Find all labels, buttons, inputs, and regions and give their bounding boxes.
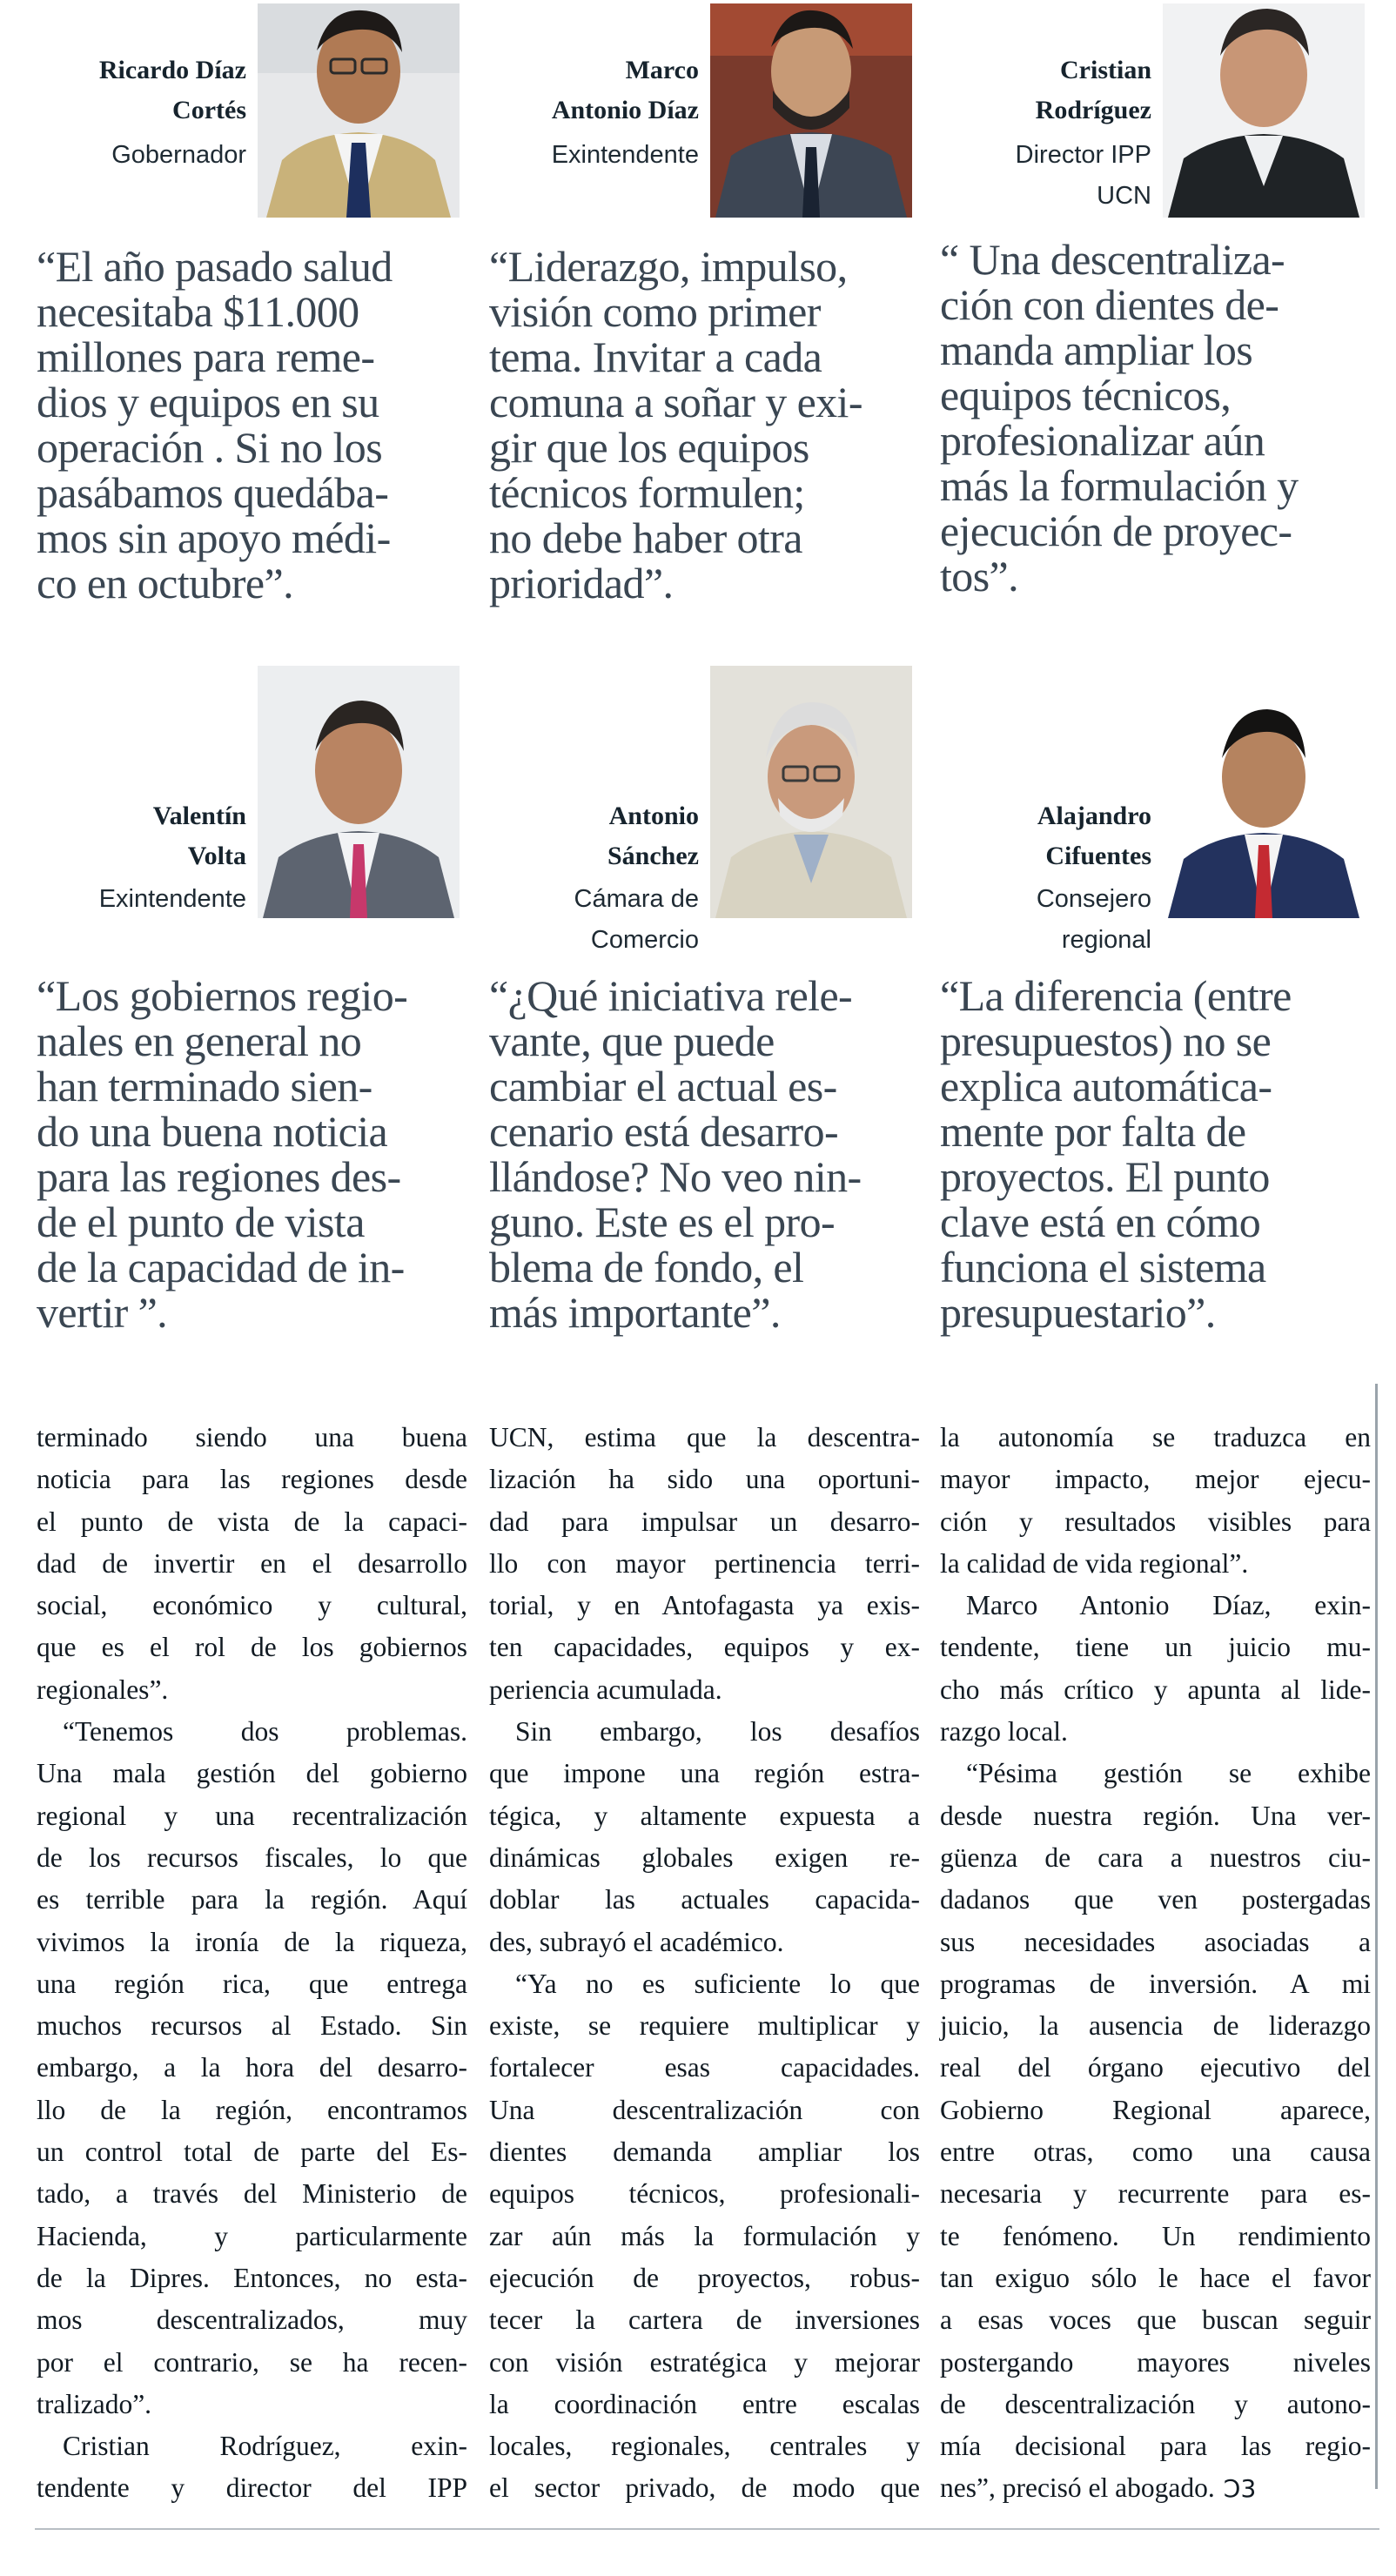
name-line: Ricardo Díaz xyxy=(98,56,246,84)
quote-line: tos”. xyxy=(940,552,1019,600)
profile-role xyxy=(934,135,1151,217)
quote-line: operación . Si no los xyxy=(37,423,383,472)
role-line: regional xyxy=(1061,926,1151,954)
quote-line: “Liderazgo, impulso, xyxy=(489,242,848,291)
name-line: Alajandro xyxy=(1037,802,1151,830)
text-line: embargo, a la hora del desarro- xyxy=(37,2052,467,2083)
text-line: te fenómeno. Un rendimiento xyxy=(940,2220,1371,2251)
name-line: Cortés xyxy=(172,96,246,124)
text-line: la calidad de vida regional”. xyxy=(940,1547,1249,1579)
text-line: muchos recursos al Estado. Sin xyxy=(37,2010,467,2042)
text-line: terminado siendo una buena xyxy=(37,1422,467,1452)
article-column xyxy=(940,1417,1371,2511)
role-line: Gobernador xyxy=(111,141,246,169)
role-line: Exintendente xyxy=(98,885,246,913)
text-line: tado, a través del Ministerio de xyxy=(37,2178,467,2210)
quote-line: manda ampliar los xyxy=(940,325,1253,374)
quote-line: “ Una descentraliza- xyxy=(940,235,1285,284)
portrait-photo xyxy=(258,3,460,218)
text-line: el sector privado, de modo que xyxy=(489,2472,920,2504)
quote-line: clave está en cómo xyxy=(940,1197,1261,1246)
text-line: tecer la cartera de inversiones xyxy=(489,2304,920,2336)
quote-line: equipos técnicos, xyxy=(940,371,1232,419)
quote-line: “La diferencia (entre xyxy=(940,971,1292,1020)
article-column xyxy=(489,1417,920,2510)
role-line: Comercio xyxy=(590,926,699,954)
text-line: dad para impulsar un desarro- xyxy=(489,1506,920,1537)
name-line: Valentín xyxy=(152,802,246,830)
text-line: tan exiguo sólo le hace el favor xyxy=(940,2262,1371,2293)
profile-cristian-rodriguez xyxy=(930,0,1365,218)
quote-line: cenario está desarro- xyxy=(489,1107,839,1156)
quote-line: explica automática- xyxy=(940,1062,1272,1110)
text-line: dientes demanda ampliar los xyxy=(489,2137,920,2168)
pull-quote xyxy=(37,244,472,606)
quote-line: nales en general no xyxy=(37,1016,362,1065)
quote-line: mos sin apoyo médi- xyxy=(37,513,391,562)
quote-line: cambiar el actual es- xyxy=(489,1062,837,1110)
text-line: doblar las actuales capacida- xyxy=(489,1884,920,1915)
quote-line: han terminado sien- xyxy=(37,1062,372,1110)
text-line: Hacienda, y particularmente xyxy=(37,2220,467,2251)
text-line: el punto de vista de la capaci- xyxy=(37,1506,467,1537)
profile-antonio-sanchez xyxy=(477,701,912,954)
text-line: tendente y director del IPP xyxy=(37,2472,467,2504)
text-line: tralizado”. xyxy=(37,2388,152,2419)
text-line: juicio, la ausencia de liderazgo xyxy=(940,2010,1371,2042)
text-line: Marco Antonio Díaz, exin- xyxy=(966,1590,1371,1621)
text-line: Una descentralización con xyxy=(489,2094,920,2125)
quote-line: do una buena noticia xyxy=(37,1107,388,1156)
quote-line: tema. Invitar a cada xyxy=(489,332,822,381)
profile-alajandro-cifuentes xyxy=(930,701,1365,954)
bottom-rule xyxy=(35,2528,1379,2530)
column-divider xyxy=(1375,1384,1378,2489)
text-line: locales, regionales, centrales y xyxy=(489,2431,920,2462)
quote-line: proyectos. El punto xyxy=(940,1152,1270,1201)
text-line: fortalecer esas capacidades. xyxy=(489,2052,920,2083)
text-line: razgo local. xyxy=(940,1716,1068,1748)
profile-name xyxy=(481,50,699,131)
text-line: social, económico y cultural, xyxy=(37,1590,467,1621)
portrait-photo xyxy=(710,3,912,218)
quote-line: llándose? No veo nin- xyxy=(489,1152,862,1201)
text-line: des, subrayó el académico. xyxy=(489,1926,784,1957)
text-line: de descentralización y autono- xyxy=(940,2388,1371,2419)
role-line: Cámara de xyxy=(574,885,699,913)
quote-line: guno. Este es el pro- xyxy=(489,1197,836,1246)
text-line: noticia para las regiones desde xyxy=(37,1464,467,1495)
quote-line: profesionalizar aún xyxy=(940,416,1265,465)
text-line: entre otras, como una causa xyxy=(940,2137,1371,2168)
text-line: Cristian Rodríguez, exin- xyxy=(63,2431,467,2462)
text-line: que es el rol de los gobiernos xyxy=(37,1632,467,1663)
text-line: una región rica, que entrega xyxy=(37,1968,467,1999)
pull-quote xyxy=(37,973,472,1335)
text-line: “Tenemos dos problemas. xyxy=(63,1716,467,1748)
quote-line: gir que los equipos xyxy=(489,423,809,472)
text-line: es terrible para la región. Aquí xyxy=(37,1884,467,1915)
text-line: UCN, estima que la descentra- xyxy=(489,1422,920,1452)
quote-line: pasábamos quedába- xyxy=(37,468,389,517)
role-line: Consejero xyxy=(1036,885,1151,913)
portrait-photo xyxy=(258,666,460,918)
profile-name xyxy=(29,50,246,131)
text-line: equipos técnicos, profesionali- xyxy=(489,2178,920,2210)
quote-line: dios y equipos en su xyxy=(37,378,379,426)
text-line: tendente, tiene un juicio mu- xyxy=(940,1632,1371,1663)
pull-quote xyxy=(940,237,1375,599)
text-line: periencia acumulada. xyxy=(489,1674,722,1705)
text-line: que impone una región estra- xyxy=(489,1758,920,1789)
text-line: la autonomía se traduzca en xyxy=(940,1422,1371,1452)
portrait-photo xyxy=(1163,3,1365,218)
quote-line: blema de fondo, el xyxy=(489,1243,804,1291)
quote-line: presupuestario”. xyxy=(940,1288,1216,1337)
text-line: güenza de cara a nuestros ciu- xyxy=(940,1841,1371,1873)
text-line: Gobierno Regional aparece, xyxy=(940,2094,1371,2125)
text-line: regionales”. xyxy=(37,1674,169,1705)
text-line: “Pésima gestión se exhibe xyxy=(966,1758,1371,1789)
name-line: Sánchez xyxy=(607,842,699,870)
quote-line: co en octubre”. xyxy=(37,559,294,607)
text-line: vivimos la ironía de la riqueza, xyxy=(37,1926,467,1957)
profile-role xyxy=(934,879,1151,961)
role-line: Exintendente xyxy=(551,141,699,169)
quote-line: funciona el sistema xyxy=(940,1243,1266,1291)
article-column xyxy=(37,1417,467,2510)
quote-line: millones para reme- xyxy=(37,332,375,381)
role-line: UCN xyxy=(1097,182,1151,210)
name-line: Marco xyxy=(625,56,699,84)
quote-line: ejecución de proyec- xyxy=(940,506,1292,555)
profile-ricardo-diaz xyxy=(24,0,460,218)
text-line: necesaria y recurrente para es- xyxy=(940,2178,1371,2210)
text-line: a esas voces que buscan seguir xyxy=(940,2304,1371,2336)
profile-name xyxy=(29,796,246,876)
quote-line: ción con dientes de- xyxy=(940,280,1279,329)
pull-quote xyxy=(489,973,924,1335)
text-line: cho más crítico y apunta al lide- xyxy=(940,1674,1371,1705)
text-line: la coordinación entre escalas xyxy=(489,2388,920,2419)
text-line: de la Dipres. Entonces, no esta- xyxy=(37,2262,467,2293)
quote-line: para las regiones des- xyxy=(37,1152,401,1201)
text-line: mía decisional para las regio- xyxy=(940,2431,1371,2462)
text-line: torial, y en Antofagasta ya exis- xyxy=(489,1590,920,1621)
quote-line: comuna a soñar y exi- xyxy=(489,378,862,426)
text-line: real del órgano ejecutivo del xyxy=(940,2052,1371,2083)
quote-line: “El año pasado salud xyxy=(37,242,393,291)
text-line: de los recursos fiscales, lo que xyxy=(37,1841,467,1873)
text-line: ción y resultados visibles para xyxy=(940,1506,1371,1537)
name-line: Cifuentes xyxy=(1045,842,1151,870)
text-line: lización ha sido una oportuni- xyxy=(489,1464,920,1495)
name-line: Antonio xyxy=(608,802,699,830)
text-line: con visión estratégica y mejorar xyxy=(489,2346,920,2378)
text-line: postergando mayores niveles xyxy=(940,2346,1371,2378)
text-line: regional y una recentralización xyxy=(37,1800,467,1831)
text-line: Sin embargo, los desafíos xyxy=(515,1716,920,1748)
portrait-photo xyxy=(1163,666,1365,918)
profile-role xyxy=(481,135,699,176)
text-line: Una mala gestión del gobierno xyxy=(37,1758,467,1789)
quote-line: presupuestos) no se xyxy=(940,1016,1272,1065)
profile-valentin-volta xyxy=(24,701,460,918)
quote-line: prioridad”. xyxy=(489,559,674,607)
profile-name xyxy=(934,796,1151,876)
portrait-photo xyxy=(710,666,912,918)
pull-quote xyxy=(940,973,1375,1335)
quote-line: más la formulación y xyxy=(940,461,1299,510)
text-line: tégica, y altamente expuesta a xyxy=(489,1800,920,1831)
quote-line: necesitaba $11.000 xyxy=(37,287,359,336)
text-line: ten capacidades, equipos y ex- xyxy=(489,1632,920,1663)
text-line: llo de la región, encontramos xyxy=(37,2094,467,2125)
text-line: dinámicas globales exigen re- xyxy=(489,1841,920,1873)
role-line: Director IPP xyxy=(1015,141,1151,169)
text-line: dadanos que ven postergadas xyxy=(940,1884,1371,1915)
text-line: llo con mayor pertinencia terri- xyxy=(489,1547,920,1579)
quote-line: “Los gobiernos regio- xyxy=(37,971,408,1020)
quote-line: mente por falta de xyxy=(940,1107,1246,1156)
quote-line: más importante”. xyxy=(489,1288,781,1337)
quote-line: no debe haber otra xyxy=(489,513,802,562)
text-line: mayor impacto, mejor ejecu- xyxy=(940,1464,1371,1495)
name-line: Cristian xyxy=(1060,56,1151,84)
quote-line: técnicos formulen; xyxy=(489,468,805,517)
profile-role xyxy=(29,135,246,176)
profile-role xyxy=(29,879,246,920)
text-line: “Ya no es suficiente lo que xyxy=(515,1968,920,1999)
text-line-final xyxy=(940,2467,1371,2510)
quote-line: vertir ”. xyxy=(37,1288,168,1337)
text-line: programas de inversión. A mi xyxy=(940,1968,1371,1999)
profile-name xyxy=(481,796,699,876)
quote-line: vante, que puede xyxy=(489,1016,775,1065)
quote-line: de la capacidad de in- xyxy=(37,1243,405,1291)
text-line: por el contrario, se ha recen- xyxy=(37,2346,467,2378)
text-line: un control total de parte del Es- xyxy=(37,2137,467,2168)
text-line: mos descentralizados, muy xyxy=(37,2304,467,2336)
name-line: Rodríguez xyxy=(1035,96,1151,124)
quote-line: visión como primer xyxy=(489,287,821,336)
text-line: nes”, precisó el abogado. xyxy=(940,2472,1215,2504)
quote-line: de el punto de vista xyxy=(37,1197,365,1246)
name-line: Volta xyxy=(187,842,246,870)
text-line: existe, se requiere multiplicar y xyxy=(489,2010,920,2042)
text-line: zar aún más la formulación y xyxy=(489,2220,920,2251)
text-line: ejecución de proyectos, robus- xyxy=(489,2262,920,2293)
name-line: Antonio Díaz xyxy=(551,96,699,124)
text-line: sus necesidades asociadas a xyxy=(940,1926,1371,1957)
text-line: desde nuestra región. Una ver- xyxy=(940,1800,1371,1831)
pull-quote xyxy=(489,244,924,606)
end-of-article-icon: Ↄ3 xyxy=(1223,2474,1257,2504)
text-line: dad de invertir en el desarrollo xyxy=(37,1547,467,1579)
quote-line: “¿Qué iniciativa rele- xyxy=(489,971,853,1020)
profile-marco-antonio-diaz xyxy=(477,0,912,218)
profile-role xyxy=(481,879,699,961)
profile-name xyxy=(934,50,1151,131)
